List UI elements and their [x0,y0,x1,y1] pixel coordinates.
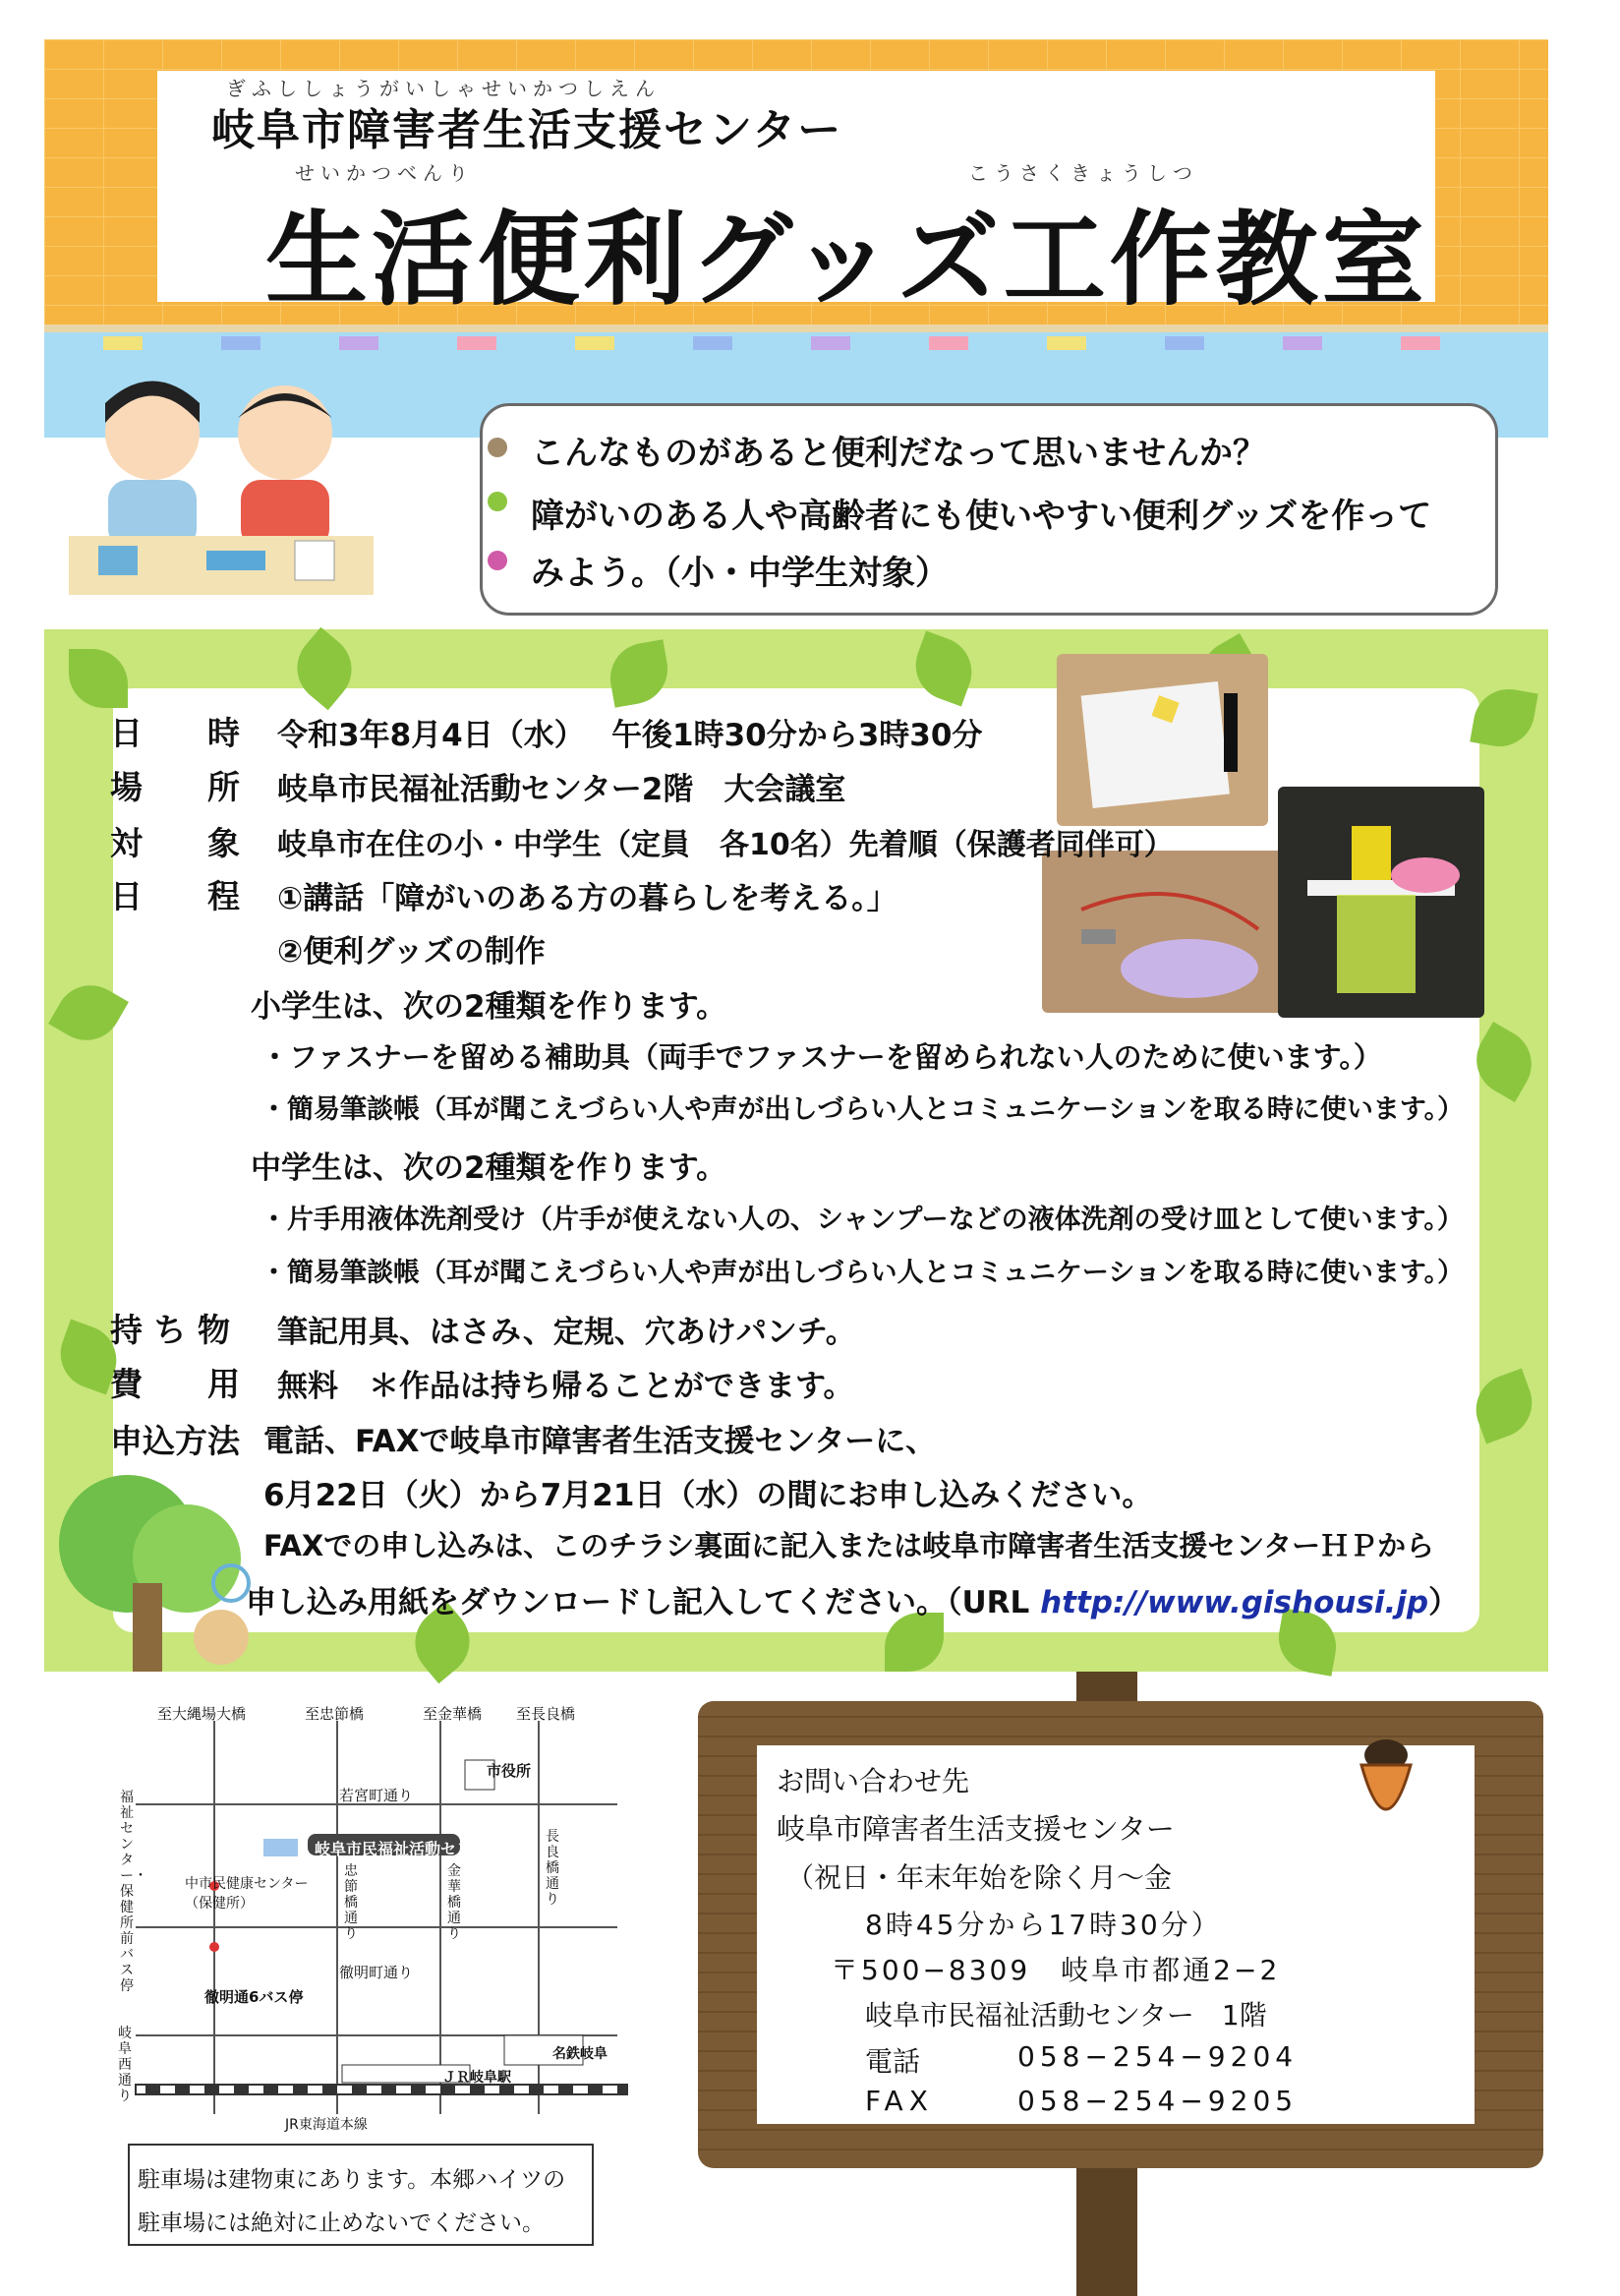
place-value: 岐阜市民福祉活動センター2階 大会議室 [277,772,846,807]
map-label-gifu-nishi: 岐阜西通り [118,2026,132,2104]
title-ruby-a: せいかつべんり [295,161,474,185]
photo-writing-board [1057,654,1268,826]
contact-hours-1: （祝日・年末年始を除く月～金 [786,1861,1173,1894]
map-label-health-center: 中市民健康センター [185,1876,309,1892]
elem-heading: 小学生は、次の2種類を作ります。 [251,989,727,1025]
map-label-chusetsu-bridge: 至忠節橋 [305,1705,365,1723]
map-label-wakamiya: 若宮町通り [339,1787,414,1804]
contact-fax: 058−254−9205 [1017,2085,1299,2117]
date-label: 日 時 [110,714,240,752]
contact-hours-2: 8時45分から17時30分） [865,1909,1222,1941]
tree-bear-illustration [39,1465,260,1677]
time-value: 午後1時30分から3時30分 [611,718,983,753]
map-label-jr-station: ＪＲ岐阜駅 [442,2070,511,2086]
org-ruby: ぎふししょうがいしゃせいかつしえん [226,77,661,100]
map-label-nagara-bridge: 至長良橋 [516,1705,576,1723]
cicada-icon [1347,1736,1425,1844]
elem-item-1: ・ファスナーを留める補助具（両手でファスナーを留められない人のために使います。） [260,1040,1382,1074]
map-label-chusetsu-st: 忠節橋通り [344,1863,358,1942]
apply-line-1: 電話、FAXで岐阜市障害者生活支援センターに、 [263,1424,937,1459]
map-label-city-hall: 市役所 [487,1762,532,1780]
target-value: 岐阜市在住の小・中学生（定員 各10名）先着順（保護者同伴可） [277,828,1174,862]
photo-soap-holder [1278,787,1484,1018]
kids-illustration [59,364,383,600]
schedule-label: 日 程 [110,877,240,915]
map-label-health-center-sub: （保健所） [185,1896,254,1912]
fee-label: 費 用 [110,1365,240,1403]
parking-note-line-1: 駐車場は建物東にあります。本郷ハイツの [138,2167,566,2193]
map-label-hoken-bus: 福祉センター・保健所前バス停 [120,1790,147,1994]
place-label: 場 所 [110,768,240,806]
parking-note-line-2: 駐車場には絶対に止めないでください。 [138,2210,545,2236]
apply-line-3: FAXでの申し込みは、このチラシ裏面に記入または岐阜市障害者生活支援センターＨＰから [263,1529,1435,1562]
map-label-oonawaba: 至大縄場大橋 [157,1705,247,1723]
map-label-tetsumei: 徹明町通り [339,1964,414,1981]
title-ruby-b: こうさくきょうしつ [968,161,1198,185]
apply-line-4-text: 申し込み用紙をダウンロードし記入してください。（URL [246,1585,1030,1620]
contact-heading: お問い合わせ先 [777,1765,970,1797]
map-label-nagara-st: 長良橋通り [546,1829,559,1908]
photo-zipper-aid [1042,851,1283,1013]
target-label: 対 象 [110,824,240,862]
dot-decorations [480,403,519,610]
schedule-item-1: ①講話「障がいのある方の暮らしを考える。」 [277,881,897,916]
contact-address: 〒500−8309 岐阜市都通2−2 [831,1954,1281,1986]
map-label-kinka-bridge: 至金華橋 [423,1705,483,1723]
map-label-jr-line: JR東海道本線 [285,2117,368,2133]
intro-line-2: 障がいのある人や高齢者にも使いやすい便利グッズを作って [531,497,1432,536]
page-title: 生活便利グッズ工作教室 [265,200,1428,320]
map-label-center: 岐阜市民福祉活動センター [315,1840,503,1858]
apply-label: 申込方法 [110,1422,240,1460]
contact-fax-label: FAX [865,2085,934,2117]
fee-value: 無料 ＊作品は持ち帰ることができます。 [277,1369,854,1404]
contact-org: 岐阜市障害者生活支援センター [777,1812,1175,1846]
schedule-item-2: ②便利グッズの制作 [277,934,546,970]
contact-tel-label: 電話 [865,2045,921,2078]
map-label-meitetsu: 名鉄岐阜 [552,2046,608,2062]
intro-line-1: こんなものがあると便利だなって思いませんか？ [531,434,1266,473]
contact-tel[interactable]: 058−254−9204 [1017,2040,1299,2073]
junior-item-2: ・簡易筆談帳（耳が聞こえづらい人や声が出しづらい人とコミュニケーションを取る時に使います。） [260,1258,1465,1288]
map-label-kinka-st: 金華橋通り [447,1863,461,1942]
signpost-bottom [1076,2153,1137,2296]
apply-line-4 [246,1577,1459,1621]
apply-line-2: 6月22日（火）から7月21日（水）の間にお申し込みください。 [263,1478,1153,1513]
elem-item-2: ・簡易筆談帳（耳が聞こえづらい人や声が出しづらい人とコミュニケーションを取る時に使います。） [260,1094,1465,1125]
website-link[interactable]: http://www.gishousi.jp [1040,1585,1429,1620]
date-value: 令和3年8月4日（水） [277,718,585,753]
contact-building: 岐阜市民福祉活動センター 1階 [865,1999,1267,2031]
map-label-tetsumei-bus: 徹明通6バス停 [204,1988,304,2006]
org-title: 岐阜市障害者生活支援センター [211,105,843,155]
bring-value: 筆記用具、はさみ、定規、穴あけパンチ。 [277,1315,856,1350]
apply-line-4-end: ） [1428,1585,1460,1620]
intro-line-3: みよう。（小・中学生対象） [531,554,949,593]
junior-item-1: ・片手用液体洗剤受け（片手が使えない人の、シャンプーなどの液体洗剤の受け皿として使います。） [260,1205,1464,1235]
bring-label: 持 ち 物 [110,1311,230,1349]
junior-heading: 中学生は、次の2種類を作ります。 [251,1150,727,1186]
